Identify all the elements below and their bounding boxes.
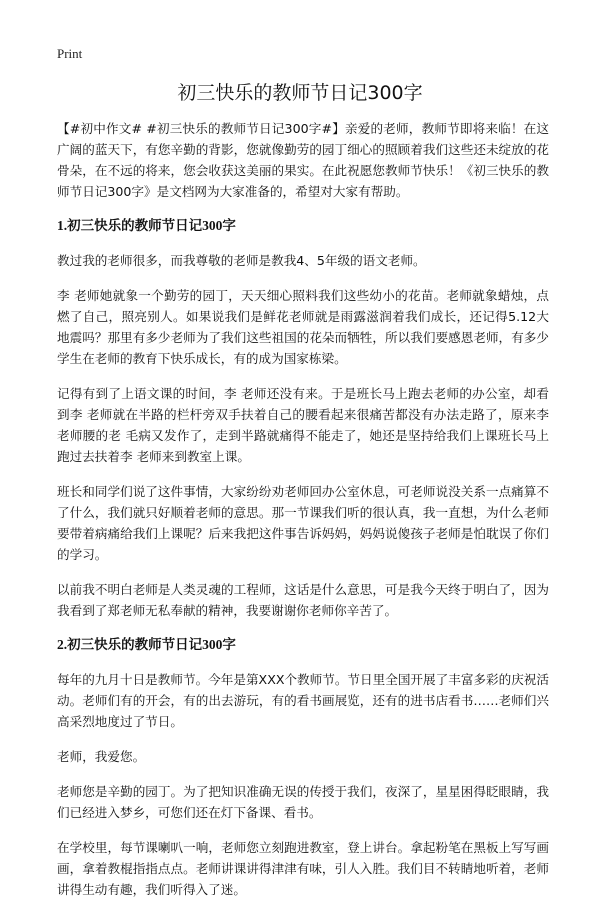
- paragraph: 教过我的老师很多，而我尊敬的老师是教我4、5年级的语文老师。: [57, 253, 426, 268]
- paragraph: 老师您是辛勤的园丁。为了把知识准确无误的传授于我们，夜深了，星星困得眨眼睛，我们已经进入梦乡，可您们还在灯下备课、看书。: [57, 784, 549, 820]
- section-heading-2: 2.初三快乐的教师节日记300字: [57, 637, 236, 652]
- paragraph: 每年的九月十日是教师节。今年是第XXX个教师节。节日里全国开展了丰富多彩的庆祝活动。老师们有的开会，有的出去游玩，有的看书画展览，还有的进书店看书……老师们兴高采烈地度过了节日。: [57, 672, 549, 729]
- intro-paragraph: 【#初中作文# #初三快乐的教师节日记300字#】亲爱的老师，教师节即将来临！在这广阔的蓝天下，有您辛勤的背影，您就像勤劳的园丁细心的照顾着我们这些还未绽放的花骨朵，在不远的将来，您会收获这美丽的果实。在此祝愿您教师节快乐！《初三快乐的教师节日记300字》是文档网为大家准备的，希望对大家有帮助。: [57, 121, 549, 199]
- paragraph: 班长和同学们说了这件事情，大家纷纷劝老师回办公室休息，可老师说没关系一点痛算不了什么，我们就只好顺着老师的意思。那一节课我们听的很认真，我一直想，为什么老师要带着病痛给我们上课呢？后来我把这件事告诉妈妈，妈妈说傻孩子老师是怕耽误了你们的学习。: [57, 484, 549, 562]
- paragraph: 李 老师她就象一个勤劳的园丁，天天细心照料我们这些幼小的花苗。老师就象蜡烛，点燃了自己，照亮别人。如果说我们是鲜花老师就是雨露滋润着我们成长，还记得5.12大地震吗？那里有多少老师为了我们这些祖国的花朵而牺牲，所以我们要感恩老师，有多少学生在老师的教育下快乐成长，有的成为国家栋梁。: [57, 288, 549, 366]
- paragraph: 记得有到了上语文课的时间，李 老师还没有来。于是班长马上跑去老师的办公室，却看到李 老师就在半路的栏杆旁双手扶着自己的腰看起来很痛苦都没有办法走路了，原来李 老师腰的老 毛病又发作了，走到半路就痛得不能走了，她还是坚持给我们上课班长马上跑过去扶着李 老师来到教室上课。: [57, 386, 549, 464]
- paragraph: 老师，我爱您。: [57, 749, 146, 764]
- article-body: [57, 118, 549, 914]
- paragraph: 在学校里，每节课喇叭一响，老师您立刻跑进教室，登上讲台。拿起粉笔在黑板上写写画画，拿着教棍指指点点。老师讲课讲得津津有味，引人入胜。我们目不转睛地听着，老师讲得生动有趣，我们听得入了迷。: [57, 840, 549, 897]
- paragraph: 以前我不明白老师是人类灵魂的工程师，这话是什么意思，可是我今天终于明白了，因为我看到了郑老师无私奉献的精神，我要谢谢你老师你辛苦了。: [57, 582, 549, 618]
- section-heading-1: 1.初三快乐的教师节日记300字: [57, 218, 236, 233]
- print-link[interactable]: Print: [57, 46, 83, 61]
- page-title: 初三快乐的教师节日记300字: [177, 82, 423, 104]
